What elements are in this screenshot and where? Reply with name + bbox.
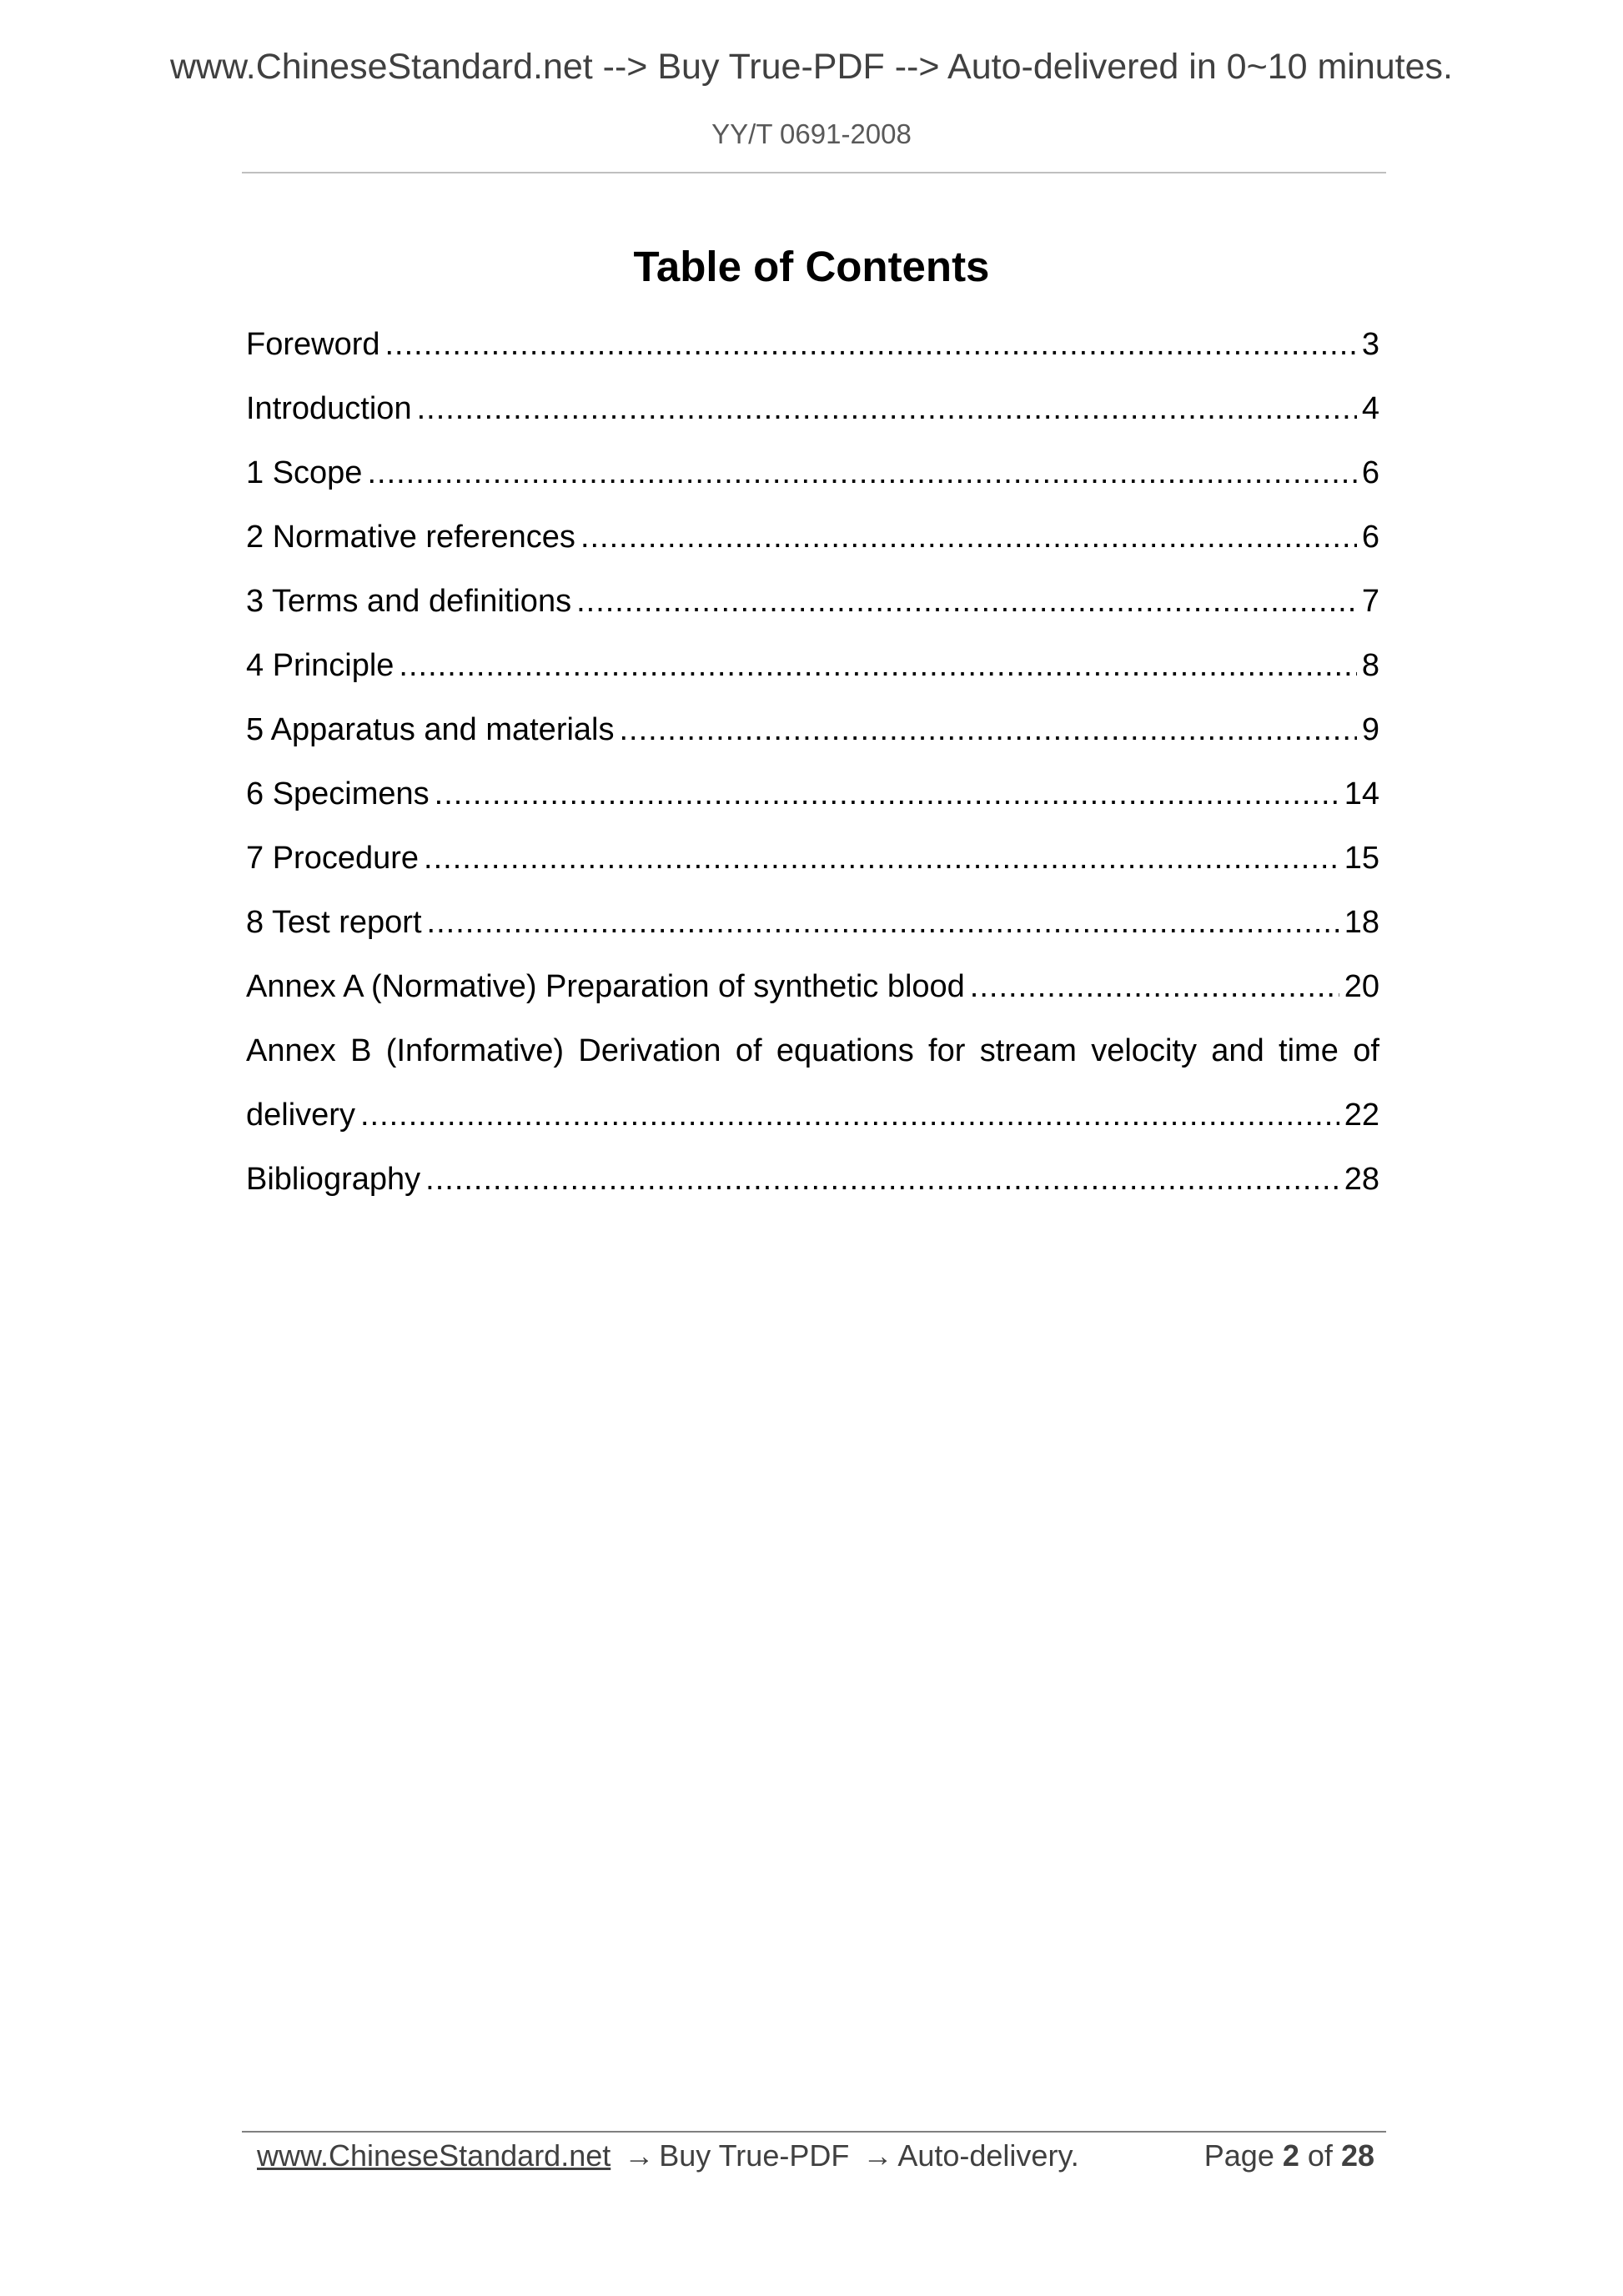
toc-entry-page: 15 <box>1344 841 1379 876</box>
toc-entry-test-report[interactable] <box>246 891 1379 955</box>
toc-entry-scope[interactable] <box>246 441 1379 505</box>
toc-entry-label: Foreword <box>246 327 380 362</box>
of-word: of <box>1307 2138 1333 2173</box>
toc-entry-annex-b-line-2[interactable] <box>246 1083 1379 1148</box>
toc-entry-page: 8 <box>1361 648 1379 683</box>
current-page-number: 2 <box>1282 2138 1299 2173</box>
toc-entry-label: Annex A (Normative) Preparation of synthetic blood <box>246 969 965 1004</box>
toc-entry-label: 1 Scope <box>246 455 363 490</box>
footer-divider <box>242 2131 1386 2133</box>
toc-dot-leader <box>399 634 1356 698</box>
arrow-right-icon: → <box>624 2138 655 2173</box>
toc-entry-page: 22 <box>1344 1098 1379 1133</box>
toc-entry-word: equations <box>776 1033 914 1068</box>
toc-dot-leader <box>427 891 1339 955</box>
toc-entry-page: 3 <box>1361 327 1379 362</box>
toc-title: Table of Contents <box>633 243 990 290</box>
toc-dot-leader <box>620 698 1357 762</box>
toc-entry-label: Introduction <box>246 391 412 426</box>
page-word: Page <box>1203 2138 1274 2173</box>
toc-entry-label: 2 Normative references <box>246 520 575 555</box>
toc-entry-foreword[interactable] <box>246 313 1379 377</box>
toc-entry-word: stream <box>979 1033 1077 1068</box>
toc-entry-page: 20 <box>1344 969 1379 1004</box>
toc-entry-word: of <box>735 1033 762 1068</box>
toc-entry-terms-and-definitions[interactable] <box>246 570 1379 634</box>
top-banner[interactable]: www.ChineseStandard.net --> Buy True-PDF --> Auto-delivered in 0~10 minutes. <box>169 47 1453 87</box>
toc-entry-page: 28 <box>1344 1162 1379 1197</box>
footer-delivery-text: Auto-delivery. <box>897 2138 1079 2173</box>
toc-entry-introduction[interactable] <box>246 377 1379 441</box>
toc-entry-word: Derivation <box>578 1033 721 1068</box>
toc-entry-word: and <box>1211 1033 1264 1068</box>
toc-entry-apparatus-and-materials[interactable] <box>246 698 1379 762</box>
toc-entry-normative-references[interactable] <box>246 505 1379 570</box>
toc-entry-label: 6 Specimens <box>246 776 430 811</box>
toc-entry-specimens[interactable] <box>246 762 1379 826</box>
toc-entry-procedure[interactable] <box>246 826 1379 891</box>
footer-site-link[interactable]: www.ChineseStandard.net <box>257 2138 611 2173</box>
toc-entry-annex-a[interactable] <box>246 955 1379 1019</box>
toc-dot-leader <box>385 313 1357 377</box>
toc-entry-label: delivery <box>246 1098 355 1133</box>
document-code: YY/T 0691-2008 <box>711 118 912 149</box>
toc-entry-word: B <box>350 1033 372 1068</box>
toc-dot-leader <box>435 762 1339 826</box>
toc-entry-label: 4 Principle <box>246 648 394 683</box>
total-page-count: 28 <box>1340 2138 1374 2173</box>
toc-entry-page: 6 <box>1361 520 1379 555</box>
toc-dot-leader <box>367 441 1356 505</box>
toc-entry-word: of <box>1353 1033 1379 1068</box>
toc-entry-word: (Informative) <box>385 1033 565 1068</box>
toc-entry-word: velocity <box>1091 1033 1197 1068</box>
toc-entry-label: 5 Apparatus and materials <box>246 712 615 747</box>
toc-dot-leader <box>417 377 1357 441</box>
toc-entry-annex-b-line-1[interactable] <box>246 1019 1379 1083</box>
header-divider <box>242 172 1386 173</box>
page-number <box>1204 2135 1374 2177</box>
page-footer <box>257 2135 1374 2177</box>
toc-entry-label: 8 Test report <box>246 905 422 940</box>
toc-dot-leader <box>580 505 1357 570</box>
toc-entry-bibliography[interactable] <box>246 1148 1379 1212</box>
arrow-right-icon: → <box>862 2138 893 2173</box>
toc-entry-page: 7 <box>1361 584 1379 619</box>
toc-entry-word: time <box>1279 1033 1339 1068</box>
footer-buy-text: Buy True-PDF <box>659 2138 850 2173</box>
toc-entry-label: 7 Procedure <box>246 841 420 876</box>
toc-dot-leader <box>425 1148 1339 1212</box>
toc-dot-leader <box>970 955 1339 1019</box>
toc-entry-label: Bibliography <box>246 1162 421 1197</box>
table-of-contents <box>246 313 1379 1212</box>
toc-entry-page: 18 <box>1344 905 1379 940</box>
toc-entry-page: 4 <box>1361 391 1379 426</box>
toc-entry-page: 9 <box>1361 712 1379 747</box>
toc-dot-leader <box>424 826 1339 891</box>
toc-entry-word: for <box>928 1033 966 1068</box>
toc-entry-page: 6 <box>1361 455 1379 490</box>
toc-entry-principle[interactable] <box>246 634 1379 698</box>
toc-dot-leader <box>360 1083 1339 1148</box>
toc-entry-word: Annex <box>246 1033 336 1068</box>
toc-entry-label: 3 Terms and definitions <box>246 584 572 619</box>
toc-entry-page: 14 <box>1344 776 1379 811</box>
footer-promo <box>257 2135 1079 2177</box>
toc-dot-leader <box>576 570 1357 634</box>
